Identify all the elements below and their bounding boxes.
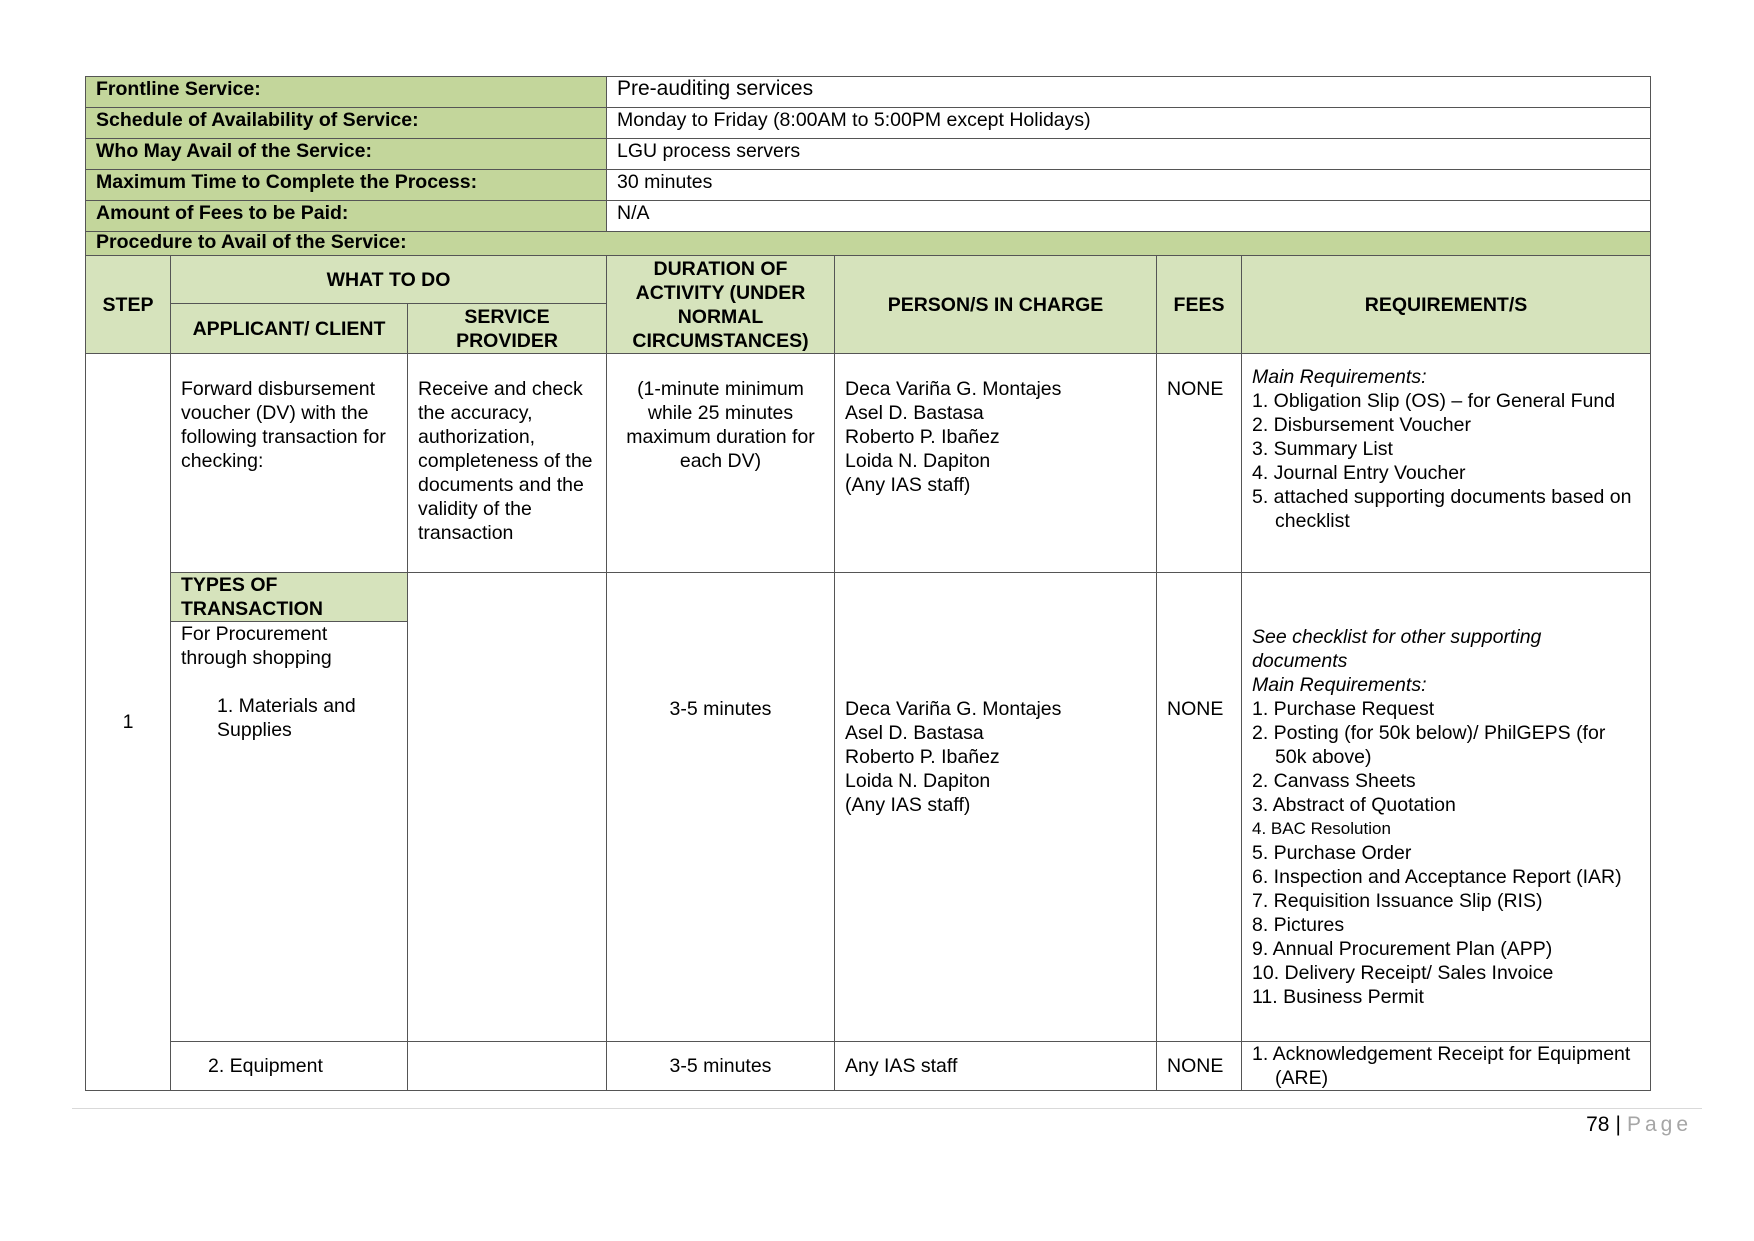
header-what-to-do: WHAT TO DO [171,256,607,304]
applicant-intro: For Procurement through shopping [181,623,332,669]
applicant-item: 1. Materials and Supplies [217,695,356,741]
list-item: 6. Inspection and Acceptance Report (IAR) [1252,866,1622,888]
schedule-value: Monday to Friday (8:00AM to 5:00PM except Holidays) [607,108,1651,139]
footer-separator: | [1615,1113,1621,1136]
header-step: STEP [86,256,171,354]
list-item: 11. Business Permit [1252,986,1424,1008]
applicant-action [171,622,408,1042]
header-duration: DURATION OF ACTIVITY (UNDER NORMAL CIRCUMSTANCES) [607,256,835,354]
frontline-label: Frontline Service: [86,77,607,108]
list-item: 5. Purchase Order [1252,842,1412,864]
header-fees: FEES [1157,256,1242,354]
provider-action: Receive and check the accuracy, authorization, completeness of the documents and the validity of the transaction [408,354,607,573]
provider-action-empty [408,573,607,1042]
step-number: 1 [86,354,171,1091]
header-row-1 [86,256,1651,304]
list-item: 2. Canvass Sheets [1252,770,1416,792]
list-item: 10. Delivery Receipt/ Sales Invoice [1252,962,1554,984]
requirements-cell [1242,1042,1651,1091]
list-item: 4. BAC Resolution [1252,819,1391,838]
list-item: 1. Acknowledgement Receipt for Equipment (ARE) [1252,1043,1631,1089]
persons-in-charge [835,354,1157,573]
citizens-charter-table [85,76,1651,1091]
requirements-list [1252,697,1640,1009]
person-name: Asel D. Bastasa [845,722,984,744]
applicant-action: 2. Equipment [171,1042,408,1091]
requirements-title: Main Requirements: [1252,366,1427,388]
list-item: 2. Disbursement Voucher [1252,414,1471,436]
duration-value: 3-5 minutes [607,1042,835,1091]
requirements-cell [1242,573,1651,1042]
person-name: Roberto P. Ibañez [845,746,1000,768]
list-item: 2. Posting (for 50k below)/ PhilGEPS (for 50k above) [1252,722,1606,768]
procedure-label: Procedure to Avail of the Service: [86,232,1651,256]
person-name: Loida N. Dapiton [845,450,991,472]
table-row [86,354,1651,573]
table-row [86,1042,1651,1091]
who-label: Who May Avail of the Service: [86,139,607,170]
header-requirements: REQUIREMENT/S [1242,256,1651,354]
list-item: 4. Journal Entry Voucher [1252,462,1466,484]
info-row-schedule [86,108,1651,139]
info-row-who [86,139,1651,170]
requirements-cell [1242,354,1651,573]
footer-divider [72,1108,1702,1109]
requirements-note: See checklist for other supporting documents [1252,626,1542,672]
fees-cell: NONE [1157,354,1242,573]
person-name: (Any IAS staff) [845,794,971,816]
fees-cell: NONE [1157,1042,1242,1091]
person-in-charge: Any IAS staff [835,1042,1157,1091]
frontline-value: Pre-auditing services [607,77,1651,108]
person-name: Roberto P. Ibañez [845,426,1000,448]
person-name: (Any IAS staff) [845,474,971,496]
person-name: Deca Variña G. Montajes [845,698,1062,720]
info-row-fees [86,201,1651,232]
list-item: 1. Purchase Request [1252,698,1435,720]
header-person-in-charge: PERSON/S IN CHARGE [835,256,1157,354]
schedule-label: Schedule of Availability of Service: [86,108,607,139]
duration-value: 3-5 minutes [607,573,835,1042]
provider-action-empty [408,1042,607,1091]
requirements-title: Main Requirements: [1252,674,1427,696]
page-footer [1586,1113,1692,1137]
requirements-list [1252,1042,1640,1090]
list-item: 1. Obligation Slip (OS) – for General Fund [1252,390,1616,412]
duration-value: (1-minute minimum while 25 minutes maximum duration for each DV) [607,354,835,573]
info-row-max-time [86,170,1651,201]
table-row [86,573,1651,622]
requirements-list [1252,389,1640,533]
persons-in-charge [835,573,1157,1042]
person-name: Loida N. Dapiton [845,770,991,792]
applicant-action: Forward disbursement voucher (DV) with the following transaction for checking: [171,354,408,573]
who-value: LGU process servers [607,139,1651,170]
person-name: Deca Variña G. Montajes [845,378,1062,400]
info-row-frontline [86,77,1651,108]
procedure-row [86,232,1651,256]
page-word: Page [1626,1113,1692,1136]
max-time-label: Maximum Time to Complete the Process: [86,170,607,201]
list-item: 7. Requisition Issuance Slip (RIS) [1252,890,1543,912]
list-item: 3. Abstract of Quotation [1252,794,1456,816]
list-item: 3. Summary List [1252,438,1393,460]
fees-cell: NONE [1157,573,1242,1042]
fees-value: N/A [607,201,1651,232]
page-number: 78 [1586,1113,1610,1136]
list-item: 5. attached supporting documents based on checklist [1252,486,1632,532]
fees-label: Amount of Fees to be Paid: [86,201,607,232]
max-time-value: 30 minutes [607,170,1651,201]
types-of-transaction-label: TYPES OF TRANSACTION [171,573,408,622]
header-applicant: APPLICANT/ CLIENT [171,304,408,354]
list-item: 8. Pictures [1252,914,1345,936]
list-item: 9. Annual Procurement Plan (APP) [1252,938,1553,960]
header-service-provider: SERVICE PROVIDER [408,304,607,354]
person-name: Asel D. Bastasa [845,402,984,424]
